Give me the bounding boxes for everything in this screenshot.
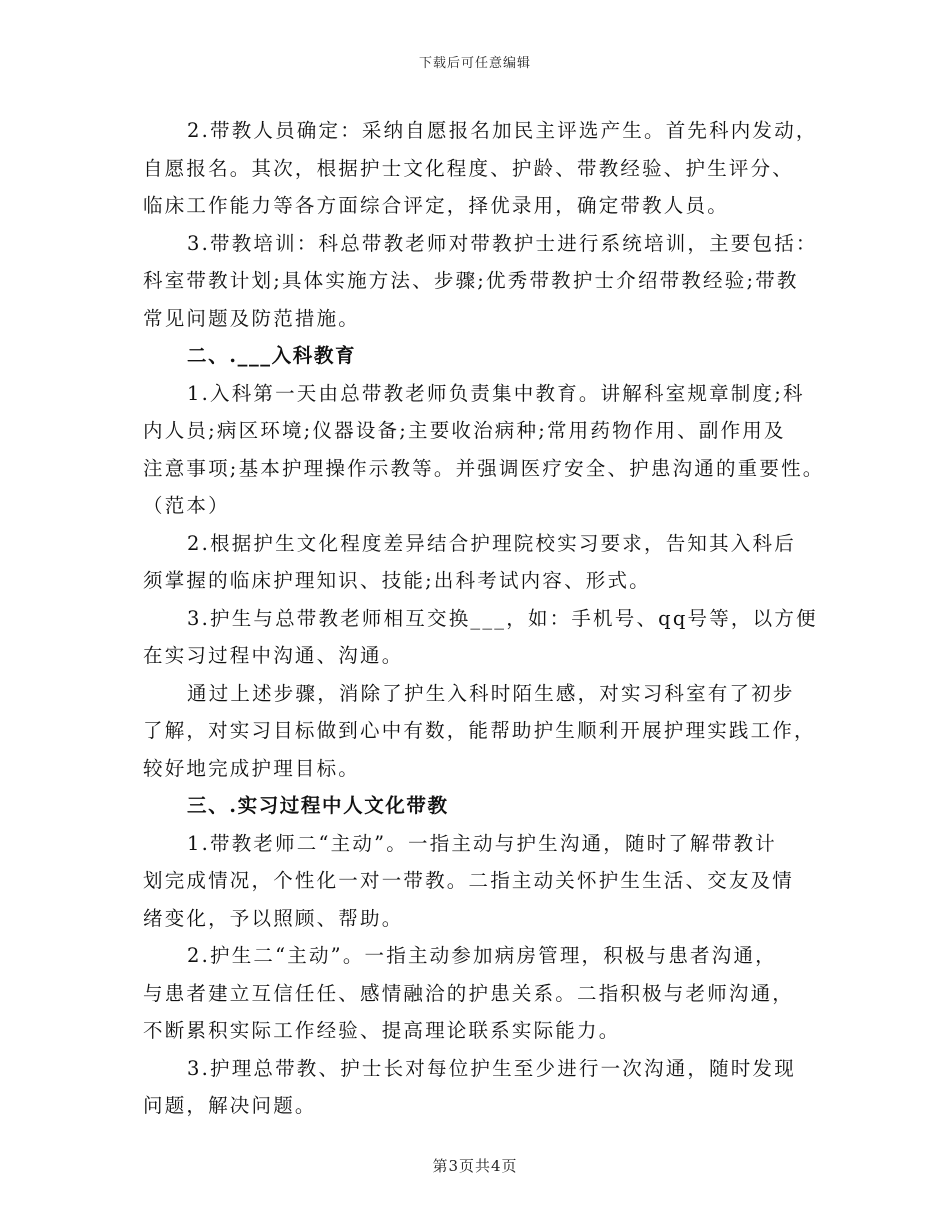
- paragraph-teacher-initiative: [143, 825, 815, 938]
- text-line: 常见问题及防范措施。: [143, 306, 361, 330]
- document-body: [143, 112, 825, 1125]
- text-line: 2.护生二“主动”。一指主动参加病房管理，积极与患者沟通，: [187, 944, 777, 967]
- text-line: 在实习过程中沟通、沟通。: [143, 644, 404, 667]
- paragraph-contact-exchange: [143, 600, 818, 675]
- text-line: 科室带教计划;具体实施方法、步骤;优秀带教护士介绍带教经验;带教: [143, 269, 799, 292]
- page-number: 第3页共4页: [432, 1157, 518, 1175]
- text-line: 了解，对实习目标做到心中有数，能帮助护生顺利开展护理实践工作，: [143, 719, 816, 742]
- section-heading-humanistic-teaching: 三、.实习过程中人文化带教: [187, 794, 449, 817]
- text-line: 3.护理总带教、护士长对每位护生至少进行一次沟通，随时发现: [187, 1056, 796, 1080]
- text-line: 通过上述步骤，消除了护生入科时陌生感，对实习科室有了初步: [187, 681, 795, 705]
- text-line: 较好地完成护理目标。: [143, 756, 361, 780]
- paragraph-training: [143, 225, 818, 338]
- text-line: 2.带教人员确定：采纳自愿报名加民主评选产生。首先科内发动，: [187, 119, 818, 142]
- text-line: 1.入科第一天由总带教老师负责集中教育。讲解科室规章制度;科: [187, 381, 805, 405]
- section-heading-orientation: 二、.___入科教育: [187, 344, 357, 367]
- text-line: 须掌握的临床护理知识、技能;出科考试内容、形式。: [143, 569, 651, 592]
- text-line: 3.护生与总带教老师相互交换___，如：手机号、qq号等，以方便: [187, 606, 818, 630]
- text-line: 不断累积实际工作经验、提高理论联系实际能力。: [143, 1019, 621, 1042]
- text-line: 3.带教培训：科总带教老师对带教护士进行系统培训，主要包括：: [187, 231, 818, 255]
- text-line: 内人员;病区环境;仪器设备;主要收治病种;常用药物作用、副作用及: [143, 419, 786, 442]
- text-line: 临床工作能力等各方面综合评定，择优录用，确定带教人员。: [143, 194, 729, 217]
- text-line: 1.带教老师二“主动”。一指主动与护生沟通，随时了解带教计: [187, 831, 777, 855]
- page-header: 下载后可任意编辑: [418, 56, 531, 71]
- text-line: 绪变化，予以照顾、帮助。: [143, 906, 404, 930]
- text-line: 自愿报名。其次，根据护士文化程度、护龄、带教经验、护生评分、: [143, 156, 795, 180]
- text-line: 与患者建立互信任任、感情融洽的护患关系。二指积极与老师沟通，: [143, 981, 795, 1005]
- text-line: 注意事项;基本护理操作示教等。并强调医疗安全、护患沟通的重要性。: [143, 456, 825, 480]
- paragraph-student-initiative: [143, 937, 815, 1050]
- paragraph-first-day-education: [143, 375, 825, 525]
- text-line: 问题，解决问题。: [143, 1094, 317, 1117]
- paragraph-requirements: [143, 525, 815, 600]
- paragraph-head-nurse-communication: [143, 1050, 815, 1125]
- paragraph-staff-selection: [143, 112, 818, 225]
- text-line: 划完成情况，个性化一对一带教。二指主动关怀护生生活、交友及情: [143, 869, 795, 892]
- text-line: （范本）: [143, 494, 230, 517]
- paragraph-summary: [143, 675, 815, 788]
- text-line: 2.根据护生文化程度差异结合护理院校实习要求，告知其入科后: [187, 531, 796, 555]
